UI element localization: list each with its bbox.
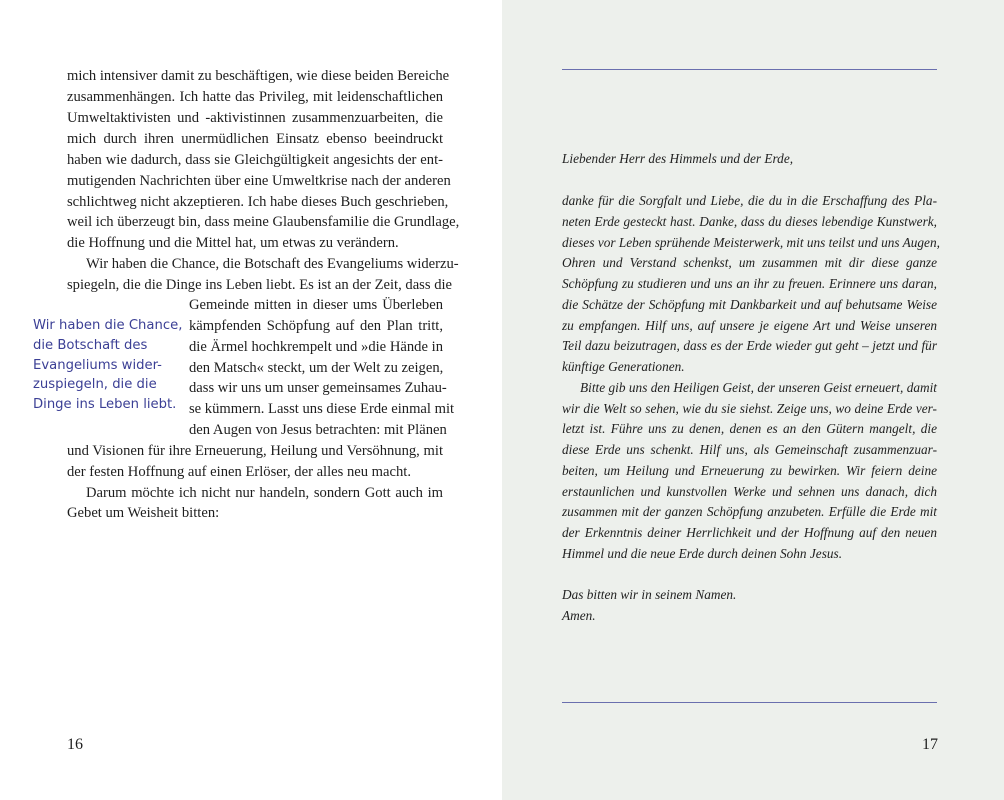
- body-line: se kümmern. Lasst uns diese Erde einmal mit: [189, 401, 455, 417]
- prayer-line: Ohren und Verstand schenkst, um zusammen mit dir diese ganze: [562, 255, 937, 270]
- prayer-line: beiten, um Heilung und Erneuerung zu bewirken. Wir feiern deine: [562, 463, 937, 478]
- body-line: die Hoffnung und die Mittel hat, um etwas zu verändern.: [67, 235, 399, 251]
- prayer-closing: Das bitten wir in seinem Namen.: [562, 587, 737, 602]
- body-line: haben wie dadurch, dass sie Gleichgültigkeit angesichts der ent-: [67, 152, 443, 168]
- pull-quote-line: Evangeliums wider-: [33, 357, 162, 373]
- pull-quote: [33, 316, 183, 415]
- body-line: den Augen von Jesus betrachten: mit Plänen: [189, 422, 447, 438]
- body-line: mich durch ihren unermüdlichen Einsatz ebenso beeindruckt: [67, 131, 443, 147]
- body-line: mutigenden Nachrichten über eine Umweltkrise nach der anderen: [67, 173, 451, 189]
- body-line: Darum möchte ich nicht nur handeln, sondern Gott auch im: [86, 485, 443, 501]
- body-line: die Ärmel hochkrempelt und »die Hände in: [189, 339, 443, 355]
- body-line: mich intensiver damit zu beschäftigen, wie diese beiden Bereiche: [67, 68, 450, 84]
- prayer-line: Teil dazu beizutragen, dass es der Erde wieder gut geht – jetzt und für: [562, 338, 937, 353]
- top-rule: [562, 69, 937, 70]
- prayer-line: neten Erde gesteckt hast. Danke, dass du dieses lebendige Kunstwerk,: [562, 214, 937, 229]
- prayer-line: dieses vor Leben sprühende Meisterwerk, mit uns teilst und uns Augen,: [562, 235, 940, 250]
- pull-quote-line: die Botschaft des: [33, 337, 148, 353]
- body-line: Wir haben die Chance, die Botschaft des Evangeliums widerzu-: [86, 256, 459, 272]
- prayer-line: danke für die Sorgfalt und Liebe, die du in die Erschaffung des Pla-: [562, 193, 937, 208]
- body-line: kämpfenden Schöpfung auf den Plan tritt,: [189, 318, 443, 334]
- bottom-rule: [562, 702, 937, 703]
- pull-quote-line: Wir haben die Chance,: [33, 318, 183, 333]
- prayer-line: Himmel und die neue Erde durch deinen Sohn Jesus.: [562, 546, 843, 561]
- prayer-line: Bitte gib uns den Heiligen Geist, der unseren Geist erneuert, damit: [580, 380, 937, 395]
- prayer-salutation: Liebender Herr des Himmels und der Erde,: [562, 151, 794, 166]
- body-line: dass wir uns um unser gemeinsames Zuhau-: [189, 380, 447, 396]
- body-line: schlichtweg nicht akzeptieren. Ich habe dieses Buch geschrieben,: [67, 194, 449, 210]
- body-line: den Matsch« steckt, um der Welt zu zeigen,: [189, 360, 444, 376]
- body-line: Gebet um Weisheit bitten:: [67, 505, 220, 521]
- prayer-line: der Erkenntnis deiner Herrlichkeit und der Hoffnung auf den neuen: [562, 525, 937, 540]
- body-line: und Visionen für ihre Erneuerung, Heilung und Versöhnung, mit: [67, 443, 443, 459]
- body-line: zusammenhängen. Ich hatte das Privileg, mit leidenschaftlichen: [67, 89, 443, 105]
- body-line: spiegeln, die die Dinge ins Leben liebt. Es ist an der Zeit, dass die: [67, 277, 453, 293]
- page-number: 17: [922, 736, 938, 753]
- page-number: 16: [67, 736, 83, 753]
- body-line: weil ich überzeugt bin, dass meine Glaubensfamilie die Grundlage,: [67, 214, 460, 230]
- prayer-line: diese Erde uns schenkt. Hilf uns, als Gemeinschaft zusammenzuar-: [562, 442, 937, 457]
- body-line: Umweltaktivisten und -aktivistinnen zusammenzuarbeiten, die: [67, 110, 443, 126]
- prayer-amen: Amen.: [562, 608, 596, 623]
- prayer-line: die Schätze der Schöpfung mit Dankbarkeit und auf behutsame Weise: [562, 297, 937, 312]
- prayer-line: Schöpfung zu studieren und uns an ihr zu freuen. Erinnere uns daran,: [562, 276, 937, 291]
- prayer-line: zu empfangen. Hilf uns, auf unsere je eigene Art und Weise unseren: [562, 318, 937, 333]
- pull-quote-line: zuspiegeln, die die: [33, 377, 157, 393]
- prayer-line: letzt ist. Führe uns zu denen, denen es an den Gütern mangelt, die: [562, 421, 937, 436]
- prayer-line: erstaunlichen und kunstvollen Werke und sehnen uns danach, dich: [562, 484, 937, 499]
- body-line: Gemeinde mitten in dieser ums Überleben: [189, 297, 443, 313]
- body-line: der festen Hoffnung auf einen Erlöser, der alles neu macht.: [67, 464, 411, 480]
- prayer-line: wir die Welt so sehen, wie du sie siehst. Zeige uns, wo deine Erde ver-: [562, 401, 937, 416]
- prayer-line: künftige Generationen.: [562, 359, 685, 374]
- prayer-line: zusammen mit der ganzen Schöpfung anzubeten. Erfülle die Erde mit: [562, 504, 937, 519]
- pull-quote-line: Dinge ins Leben liebt.: [33, 397, 177, 413]
